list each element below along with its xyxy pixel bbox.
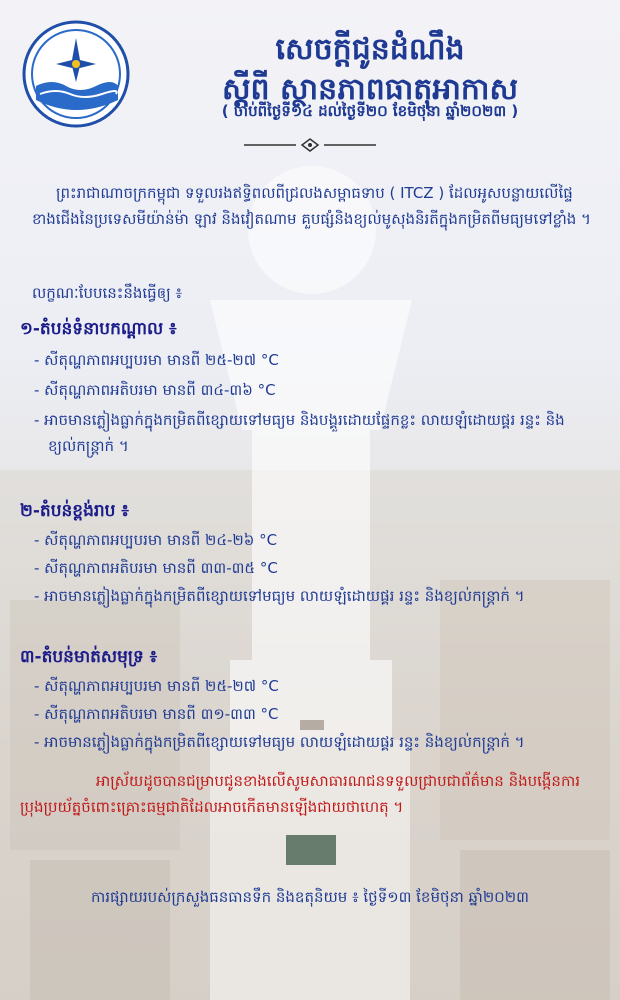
- region-title-central-lowland: ១-តំបន់ទំនាបកណ្តាល ៖: [20, 319, 177, 339]
- page-title: សេចក្តីជូនដំណឹង: [275, 32, 465, 67]
- advice-paragraph: អាស្រ័យដូចបានជម្រាបជូនខាងលើសូមសាធារណជនទទួលជ្រាបជាព័ត៌មាន និងបង្កើនការប្រុងប្រយ័ត្នចំពោះគ្រោះធម្មជាតិដែលអាចកើតមានឡើងជាយថាហេតុ ។: [20, 772, 580, 816]
- region-min-temp: - សីតុណ្ហភាពអប្បបរមា មានពី ២៤-២៦ °C: [34, 531, 278, 549]
- date-range: ( ចាប់ពីថ្ងៃទី១៤ ដល់ថ្ងៃទី២០ ខែមិថុនា ឆ្នាំ២០២៣ ): [221, 102, 519, 120]
- intro-paragraph: ព្រះរាជាណាចក្រកម្ពុជា ទទួលរងឥទ្ធិពលពីជ្រលងសម្ពាធទាប ( ITCZ ) ដែលអូសបន្លាយលើផ្ទៃខាងជើងនៃប្រទេសមីយ៉ាន់ម៉ា ឡាវ និងវៀតណាម គួបផ្សំនិងខ្យល់មូសុងនិរតីក្នុងកម្រិតពីមធ្យមទៅខ្លាំង ។: [32, 184, 591, 228]
- ministry-emblem-icon: [22, 20, 130, 128]
- region-min-temp: - សីតុណ្ហភាពអប្បបរមា មានពី ២៥-២៧ °C: [34, 351, 279, 369]
- region-rain-forecast: - អាចមានភ្លៀងធ្លាក់ក្នុងកម្រិតពីខ្សោយទៅមធ្យម លាយឡំដោយផ្គរ រន្ទះ និងខ្យល់កន្ត្រាក់ ។: [34, 587, 525, 605]
- region-rain-forecast-cont: ខ្យល់កន្ត្រាក់ ។: [48, 437, 129, 455]
- region-min-temp: - សីតុណ្ហភាពអប្បបរមា មានពី ២៥-២៧ °C: [34, 677, 279, 695]
- page-subtitle: ស្តីពី ស្ថានភាពធាតុអាកាស: [221, 72, 519, 107]
- region-max-temp: - សីតុណ្ហភាពអតិបរមា មានពី ៣១-៣៣ °C: [34, 705, 279, 723]
- region-rain-forecast: - អាចមានភ្លៀងធ្លាក់ក្នុងកម្រិតពីខ្សោយទៅមធ្យម លាយឡំដោយផ្គរ រន្ទះ និងខ្យល់កន្ត្រាក់ ។: [34, 733, 525, 751]
- region-max-temp: - សីតុណ្ហភាពអតិបរមា មានពី ៣៣-៣៥ °C: [34, 559, 278, 577]
- footer-source: ការផ្សាយរបស់ក្រសួងធនធានទឹក និងឧតុនិយម ៖ ថ្ងៃទី១៣ ខែមិថុនា ឆ្នាំ២០២៣: [91, 888, 529, 906]
- condition-note: លក្ខណៈបែបនេះនឹងធ្វើឲ្យ ៖: [32, 284, 183, 302]
- ornament-divider-icon: [240, 138, 380, 152]
- region-title-coastal: ៣-តំបន់មាត់សមុទ្រ ៖: [20, 647, 158, 667]
- region-max-temp: - សីតុណ្ហភាពអតិបរមា មានពី ៣៤-៣៦ °C: [34, 381, 276, 399]
- region-title-plateau: ២-តំបន់ខ្ពង់រាប ៖: [20, 501, 129, 521]
- region-rain-forecast: - អាចមានភ្លៀងធ្លាក់ក្នុងកម្រិតពីខ្សោយទៅមធ្យម និងបង្គួរដោយផ្ទែកខ្លះ លាយឡំដោយផ្គរ រន្ទះ និង: [34, 411, 565, 429]
